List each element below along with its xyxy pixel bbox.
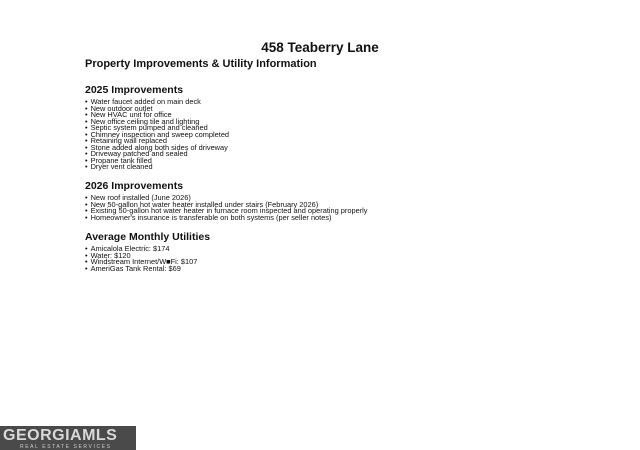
section-monthly-utilities (85, 231, 210, 272)
document-subtitle: Property Improvements & Utility Information (85, 58, 317, 70)
section-heading: 2026 Improvements (85, 180, 184, 192)
list-item: • Homeowner's insurance is transferable on both systems (per seller notes) (85, 215, 368, 222)
list-item: • Propane tank filled (85, 158, 229, 165)
list-item: • Amicalola Electric: $174 (85, 246, 210, 253)
list-item: • New office ceiling tile and lighting (85, 119, 229, 126)
list-item: • Chimney inspection and sweep completed (85, 132, 229, 139)
watermark-brand: GEORGIAMLS (3, 427, 118, 444)
list-item: • Driveway patched and sealed (85, 151, 229, 158)
list-item: • Existing 50-gallon hot water heater in furnace room inspected and operating properly (85, 208, 368, 215)
list-item: • New HVAC unit for office (85, 112, 229, 119)
list-item: • New roof installed (June 2026) (85, 195, 368, 202)
list-item: • AmeriGas Tank Rental: $69 (85, 266, 210, 273)
georgia-mls-watermark (0, 426, 136, 450)
list-item: • New outdoor outlet (85, 106, 229, 113)
list-item: • Windstream Internet/W■Fi: $107 (85, 259, 210, 266)
section-2026-improvements (85, 180, 368, 221)
list-item: • Water: $120 (85, 253, 210, 260)
improvement-list (85, 99, 229, 171)
document-title: 458 Teaberry Lane (261, 40, 379, 55)
list-item: • Water faucet added on main deck (85, 99, 229, 106)
improvement-list (85, 195, 368, 221)
list-item: • New 50-gallon hot water heater installed under stairs (February 2026) (85, 202, 368, 209)
list-item: • Dryer vent cleaned (85, 164, 229, 171)
section-heading: 2025 Improvements (85, 84, 184, 96)
list-item: • Septic system pumped and cleaned (85, 125, 229, 132)
list-item: • Retaining wall replaced (85, 138, 229, 145)
list-item: • Stone added along both sides of driveway (85, 145, 229, 152)
section-heading: Average Monthly Utilities (85, 231, 211, 243)
watermark-tagline: REAL ESTATE SERVICES (20, 444, 112, 450)
utility-list (85, 246, 210, 272)
section-2025-improvements (85, 84, 229, 171)
